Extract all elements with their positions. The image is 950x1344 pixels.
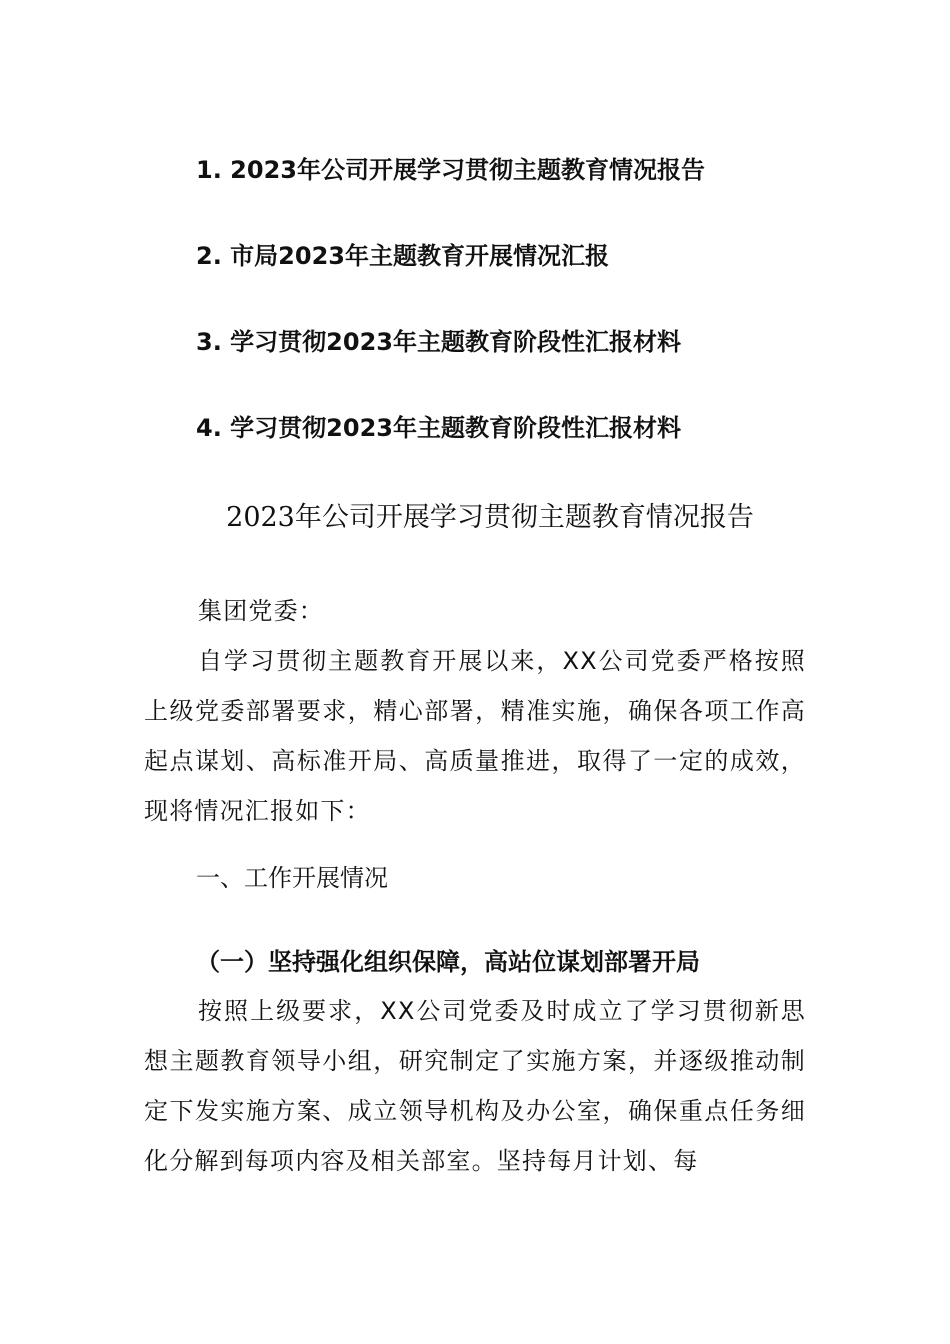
table-of-contents [196, 150, 836, 494]
toc-item-2: 2. 市局2023年主题教育开展情况汇报 [196, 242, 609, 270]
toc-item-4: 4. 学习贯彻2023年主题教育阶段性汇报材料 [196, 414, 681, 442]
section-heading: 一、工作开展情况 [196, 864, 388, 892]
toc-item-3: 3. 学习贯彻2023年主题教育阶段性汇报材料 [196, 328, 681, 356]
document-title: 2023年公司开展学习贯彻主题教育情况报告 [226, 502, 754, 533]
salutation: 集团党委： [198, 597, 324, 625]
paragraph-body: 按照上级要求，XX公司党委及时成立了学习贯彻新思想主题教育领导小组，研究制定了实施方案，并逐级推动制定下发实施方案、成立领导机构及办公室，确保重点任务细化分解到每项内容及相关部室。坚持每月计划、每 [144, 997, 806, 1175]
paragraph-intro: 自学习贯彻主题教育开展以来，XX公司党委严格按照上级党委部署要求，精心部署，精准实施，确保各项工作高起点谋划、高标准开局、高质量推进，取得了一定的成效，现将情况汇报如下： [144, 647, 806, 825]
toc-item-1: 1. 2023年公司开展学习贯彻主题教育情况报告 [196, 156, 705, 184]
subsection-heading: （一）坚持强化组织保障，高站位谋划部署开局 [196, 948, 700, 976]
